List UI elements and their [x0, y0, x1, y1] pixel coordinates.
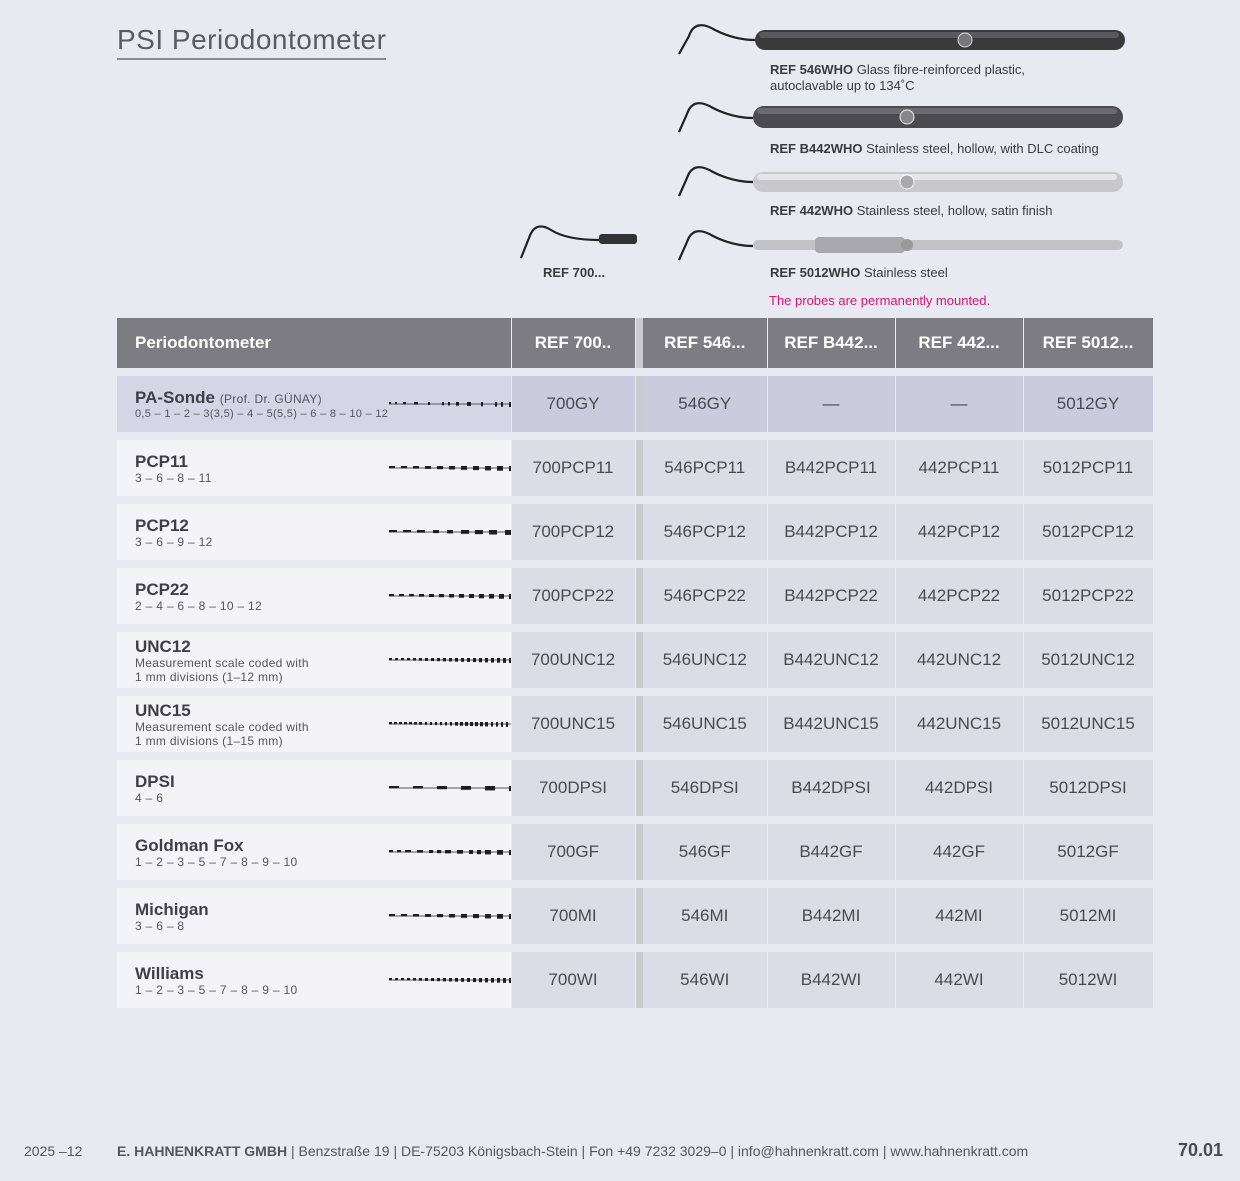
probe-442-image [675, 158, 1135, 202]
product-442who-label: REF 442WHO Stainless steel, hollow, satin finish [770, 203, 1053, 218]
header-ref-700: REF 700.. [511, 318, 635, 368]
footer-address: Benzstraße 19 [298, 1143, 390, 1159]
row-name-cell [117, 888, 511, 944]
product-700-label: REF 700... [543, 265, 606, 280]
table-header-row [117, 318, 1153, 368]
ref-value-cell: 5012UNC12 [1023, 632, 1153, 688]
column-divider [635, 440, 643, 496]
row-name: Michigan [135, 899, 209, 919]
row-name: Williams [135, 963, 204, 983]
ref-value-cell: 546GY [643, 376, 767, 432]
ref-value-cell: 700WI [511, 952, 635, 1008]
table-row [117, 824, 1153, 880]
row-name-cell [117, 568, 511, 624]
product-546who-label: REF 546WHO Glass fibre-reinforced plastic, autoclavable up to 134˚C [770, 62, 1026, 93]
row-spacer [117, 432, 1153, 440]
row-scale-description: 0,5 – 1 – 2 – 3(3,5) – 4 – 5(5,5) – 6 – 8 – 10 – 12 [135, 407, 389, 420]
row-name: PCP12 [135, 515, 189, 535]
table-row [117, 440, 1153, 496]
footer-email[interactable]: info@hahnenkratt.com [737, 1143, 879, 1159]
ref-value-cell: — [895, 376, 1023, 432]
row-name: Goldman Fox [135, 835, 244, 855]
table-row [117, 632, 1153, 688]
ref-value-cell: 546DPSI [643, 760, 767, 816]
ref-value-cell: 700PCP11 [511, 440, 635, 496]
probe-700-image [515, 212, 645, 262]
ref-value-cell: 546WI [643, 952, 767, 1008]
footer-date: 2025 –12 [24, 1143, 83, 1159]
ref-value-cell: 546MI [643, 888, 767, 944]
row-name-cell [117, 952, 511, 1008]
row-spacer [117, 816, 1153, 824]
ref-value-cell: B442PCP12 [767, 504, 895, 560]
table-row [117, 568, 1153, 624]
ref-value-cell: 546UNC12 [643, 632, 767, 688]
periodontometer-table [117, 318, 1154, 1008]
page-title: PSI Periodontometer [117, 24, 386, 60]
ref-value-cell: 700UNC12 [511, 632, 635, 688]
row-name-cell [117, 376, 511, 432]
row-scale-description: 1 – 2 – 3 – 5 – 7 – 8 – 9 – 10 [135, 982, 298, 997]
row-name: UNC15 [135, 700, 191, 720]
probe-b442-image [675, 94, 1135, 138]
column-divider [635, 504, 643, 560]
row-spacer-cell [117, 560, 1153, 568]
ref-value-cell: 546PCP11 [643, 440, 767, 496]
product-b442who-label: REF B442WHO Stainless steel, hollow, with DLC coating [770, 141, 1099, 156]
column-divider [635, 318, 643, 368]
row-name-cell [117, 824, 511, 880]
row-spacer-cell [117, 880, 1153, 888]
header-ref-442: REF 442... [895, 318, 1023, 368]
ref-value-cell: B442PCP22 [767, 568, 895, 624]
ref-value-cell: 5012GF [1023, 824, 1153, 880]
ref-value-cell: 700GY [511, 376, 635, 432]
ref-value-cell: B442UNC12 [767, 632, 895, 688]
ref-value-cell: 5012GY [1023, 376, 1153, 432]
column-divider [635, 568, 643, 624]
row-spacer [117, 880, 1153, 888]
row-spacer [117, 496, 1153, 504]
header-ref-b442: REF B442... [767, 318, 895, 368]
footer-city: DE-75203 Königsbach-Stein [400, 1143, 578, 1159]
ref-value-cell: 5012PCP12 [1023, 504, 1153, 560]
row-scale-description-2: 1 mm divisions (1–15 mm) [135, 733, 283, 748]
ref-value-cell: 442UNC15 [895, 696, 1023, 752]
probe-scale-icon [389, 785, 511, 791]
column-divider [635, 760, 643, 816]
ref-value-cell: 700DPSI [511, 760, 635, 816]
ref-value-cell: B442GF [767, 824, 895, 880]
row-spacer-cell [117, 688, 1153, 696]
row-spacer-cell [117, 368, 1153, 376]
ref-value-cell: 546PCP22 [643, 568, 767, 624]
ref-value-cell: 700PCP12 [511, 504, 635, 560]
table-row [117, 952, 1153, 1008]
row-name: PCP22 [135, 579, 189, 599]
ref-value-cell: 442PCP12 [895, 504, 1023, 560]
probe-scale-icon [389, 977, 511, 983]
row-name-cell [117, 504, 511, 560]
ref-value-cell: 5012DPSI [1023, 760, 1153, 816]
row-name: DPSI [135, 771, 175, 791]
row-spacer [117, 688, 1153, 696]
row-scale-description: Measurement scale coded with [135, 719, 309, 734]
ref-value-cell: B442WI [767, 952, 895, 1008]
ref-value-cell: B442PCP11 [767, 440, 895, 496]
footer-company: E. HAHNENKRATT GMBH [117, 1143, 288, 1159]
row-spacer-cell [117, 816, 1153, 824]
probe-5012-image [675, 220, 1135, 266]
ref-value-cell: 5012UNC15 [1023, 696, 1153, 752]
row-name: UNC12 [135, 636, 191, 656]
column-divider [635, 696, 643, 752]
row-scale-description-2: 1 mm divisions (1–12 mm) [135, 669, 283, 684]
row-spacer-cell [117, 624, 1153, 632]
ref-value-cell: B442UNC15 [767, 696, 895, 752]
ref-value-cell: 700MI [511, 888, 635, 944]
footer-contact: E. HAHNENKRATT GMBH | Benzstraße 19 | DE-75203 Königsbach-Stein | Fon +49 7232 3029–0 | info@hahnenkratt.com | www.hahnenkratt.com [117, 1143, 1029, 1159]
ref-value-cell: 5012MI [1023, 888, 1153, 944]
row-name-cell [117, 632, 511, 688]
ref-value-cell: 442PCP11 [895, 440, 1023, 496]
ref-value-cell: 5012WI [1023, 952, 1153, 1008]
probe-scale-icon [389, 401, 511, 407]
row-spacer-cell [117, 496, 1153, 504]
ref-value-cell: 546PCP12 [643, 504, 767, 560]
ref-value-cell: 700UNC15 [511, 696, 635, 752]
product-5012who-label: REF 5012WHO Stainless steel [770, 265, 948, 280]
probe-scale-icon [389, 465, 511, 471]
probe-scale-icon [389, 913, 511, 919]
row-spacer-cell [117, 432, 1153, 440]
ref-value-cell: 5012PCP22 [1023, 568, 1153, 624]
footer-phone: Fon +49 7232 3029–0 [589, 1143, 727, 1159]
row-spacer [117, 560, 1153, 568]
ref-value-cell: 442GF [895, 824, 1023, 880]
column-divider [635, 632, 643, 688]
row-spacer [117, 752, 1153, 760]
probe-scale-icon [389, 657, 511, 663]
row-spacer-cell [117, 752, 1153, 760]
footer [24, 1143, 82, 1159]
ref-value-cell: 700PCP22 [511, 568, 635, 624]
ref-value-cell: 546GF [643, 824, 767, 880]
ref-value-cell: B442DPSI [767, 760, 895, 816]
ref-value-cell: 442MI [895, 888, 1023, 944]
row-scale-description: 3 – 6 – 8 – 11 [135, 470, 212, 485]
row-scale-description: 3 – 6 – 9 – 12 [135, 534, 213, 549]
row-spacer [117, 368, 1153, 376]
row-scale-description: 3 – 6 – 8 [135, 918, 185, 933]
column-divider [635, 952, 643, 1008]
row-spacer-cell [117, 944, 1153, 952]
ref-value-cell: 442DPSI [895, 760, 1023, 816]
ref-value-cell: — [767, 376, 895, 432]
column-divider [635, 824, 643, 880]
column-divider [635, 376, 643, 432]
probe-scale-icon [389, 721, 511, 727]
row-name-suffix: (Prof. Dr. GÜNAY) [219, 391, 322, 406]
row-scale-description: 2 – 4 – 6 – 8 – 10 – 12 [135, 598, 262, 613]
mounted-note: The probes are permanently mounted. [769, 293, 991, 308]
probe-scale-icon [389, 593, 511, 599]
table-row [117, 888, 1153, 944]
ref-value-cell: 442WI [895, 952, 1023, 1008]
probe-546-image [675, 14, 1135, 64]
row-scale-description: 1 – 2 – 3 – 5 – 7 – 8 – 9 – 10 [135, 854, 298, 869]
row-name-cell [117, 760, 511, 816]
row-name-cell [117, 696, 511, 752]
row-name-cell [117, 440, 511, 496]
table-row [117, 760, 1153, 816]
page-number: 70.01 [1178, 1140, 1224, 1160]
row-name: PCP11 [135, 451, 188, 471]
probe-scale-icon [389, 849, 511, 855]
ref-value-cell: 442PCP22 [895, 568, 1023, 624]
row-spacer [117, 944, 1153, 952]
probe-scale-icon [389, 529, 511, 535]
header-ref-546: REF 546... [643, 318, 767, 368]
table-row [117, 504, 1153, 560]
row-scale-description: Measurement scale coded with [135, 655, 309, 670]
column-divider [635, 888, 643, 944]
table-row [117, 696, 1153, 752]
row-name: PA-Sonde (Prof. Dr. GÜNAY) [135, 387, 322, 407]
ref-value-cell: B442MI [767, 888, 895, 944]
ref-value-cell: 442UNC12 [895, 632, 1023, 688]
header-periodontometer: Periodontometer [117, 318, 511, 368]
row-spacer [117, 624, 1153, 632]
row-scale-description: 4 – 6 [135, 790, 164, 805]
table-row [117, 376, 1153, 432]
ref-value-cell: 5012PCP11 [1023, 440, 1153, 496]
footer-web[interactable]: www.hahnenkratt.com [890, 1143, 1029, 1159]
ref-value-cell: 700GF [511, 824, 635, 880]
header-ref-5012: REF 5012... [1023, 318, 1153, 368]
ref-value-cell: 546UNC15 [643, 696, 767, 752]
